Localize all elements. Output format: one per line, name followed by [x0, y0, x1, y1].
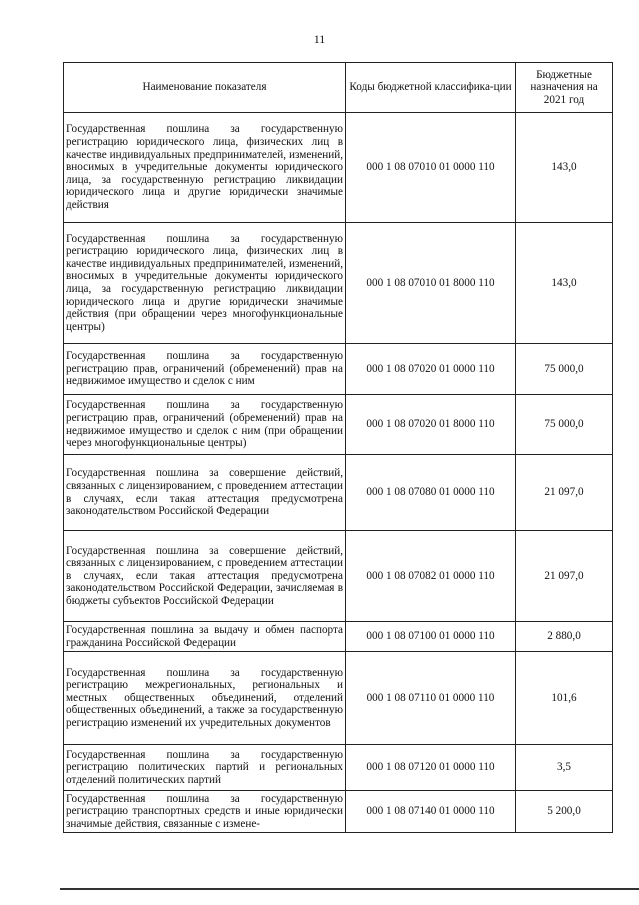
- row-name: Государственная пошлина за государственную регистрацию юридического лица, физических лиц в качестве индивидуальных предпринимателей, изменений, вносимых в учредительные документы юридического лица, за государственную регистрацию ликвидации юридического лица и другие юридически значимые действия (при обращении через многофункциональные центры): [64, 223, 346, 344]
- table-row: [64, 531, 613, 622]
- row-code: 000 1 08 07120 01 0000 110: [346, 745, 516, 791]
- row-name: Государственная пошлина за выдачу и обмен паспорта гражданина Российской Федерации: [64, 622, 346, 652]
- table-row: [64, 223, 613, 344]
- header-code: Коды бюджетной классифика-ции: [346, 63, 516, 113]
- budget-table: [63, 62, 613, 833]
- row-amount: 2 880,0: [516, 622, 613, 652]
- row-code: 000 1 08 07100 01 0000 110: [346, 622, 516, 652]
- row-amount: 21 097,0: [516, 455, 613, 531]
- table-row: [64, 745, 613, 791]
- table-row: [64, 791, 613, 833]
- page-number: 11: [313, 32, 326, 46]
- row-amount: 21 097,0: [516, 531, 613, 622]
- row-name: Государственная пошлина за государственную регистрацию юридического лица, физических лиц в качестве индивидуальных предпринимателей, изменений, вносимых в учредительные документы юридического лица, за государственную регистрацию ликвидации юридического лица и другие юридически значимые действия: [64, 113, 346, 223]
- table-row: [64, 652, 613, 745]
- row-name: Государственная пошлина за государственную регистрацию межрегиональных, региональных и местных общественных объединений, отделений общественных объединений, а также за государственную регистрацию изменений их учредительных документов: [64, 652, 346, 745]
- row-code: 000 1 08 07140 01 0000 110: [346, 791, 516, 833]
- row-code: 000 1 08 07010 01 8000 110: [346, 223, 516, 344]
- row-amount: 5 200,0: [516, 791, 613, 833]
- row-name: Государственная пошлина за государственную регистрацию прав, ограничений (обременений) прав на недвижимое имущество и сделок с ним (при обращении через многофункциональные центры): [64, 395, 346, 455]
- row-name: Государственная пошлина за государственную регистрацию транспортных средств и иные юридически значимые действия, связанные с измене-: [64, 791, 346, 833]
- row-code: 000 1 08 07020 01 8000 110: [346, 395, 516, 455]
- row-code: 000 1 08 07110 01 0000 110: [346, 652, 516, 745]
- row-name: Государственная пошлина за государственную регистрацию политических партий и региональных отделений политических партий: [64, 745, 346, 791]
- row-code: 000 1 08 07080 01 0000 110: [346, 455, 516, 531]
- row-amount: 101,6: [516, 652, 613, 745]
- table-row: [64, 395, 613, 455]
- page-bottom-edge: [60, 888, 639, 890]
- table-row: [64, 113, 613, 223]
- row-code: 000 1 08 07010 01 0000 110: [346, 113, 516, 223]
- row-name: Государственная пошлина за государственную регистрацию прав, ограничений (обременений) прав на недвижимое имущество и сделок с ним: [64, 344, 346, 395]
- row-amount: 3,5: [516, 745, 613, 791]
- row-name: Государственная пошлина за совершение действий, связанных с лицензированием, с проведением аттестации в случаях, если такая аттестация предусмотрена законодательством Российской Федерации, зачисляемая в бюджеты субъектов Российской Федерации: [64, 531, 346, 622]
- header-amount: Бюджетные назначения на 2021 год: [516, 63, 613, 113]
- row-code: 000 1 08 07020 01 0000 110: [346, 344, 516, 395]
- table-header-row: [64, 63, 613, 113]
- row-name: Государственная пошлина за совершение действий, связанных с лицензированием, с проведением аттестации в случаях, если такая аттестация предусмотрена законодательством Российской Федерации: [64, 455, 346, 531]
- row-code: 000 1 08 07082 01 0000 110: [346, 531, 516, 622]
- row-amount: 143,0: [516, 223, 613, 344]
- row-amount: 143,0: [516, 113, 613, 223]
- row-amount: 75 000,0: [516, 395, 613, 455]
- table-row: [64, 622, 613, 652]
- header-name: Наименование показателя: [64, 63, 346, 113]
- row-amount: 75 000,0: [516, 344, 613, 395]
- table-row: [64, 344, 613, 395]
- table-row: [64, 455, 613, 531]
